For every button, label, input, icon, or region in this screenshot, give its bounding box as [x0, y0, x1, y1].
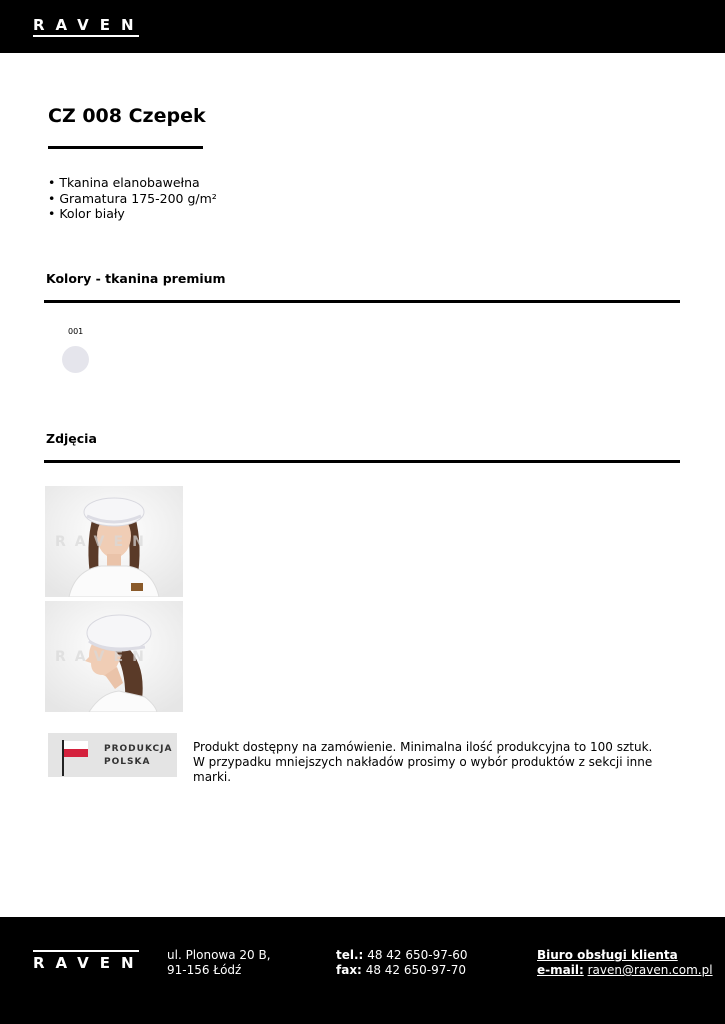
- badge-text: PRODUKCJA POLSKA: [104, 744, 173, 767]
- photo-front-image: [45, 486, 183, 597]
- order-notice: Produkt dostępny na zamówienie. Minimalna ilość produkcyjna to 100 sztuk. W przypadku mniejszych nakładów prosimy o wybór produktów z sekcji inne marki.: [193, 740, 653, 784]
- feature-list: [48, 175, 217, 222]
- made-in-poland-badge: [48, 733, 177, 777]
- feature-item: • Kolor biały: [48, 206, 125, 221]
- raven-footer-logo: RAVEN: [33, 954, 145, 972]
- svg-text:RAVEN: RAVEN: [55, 534, 153, 550]
- fax-number: 48 42 650-97-70: [365, 963, 466, 977]
- raven-logo: RAVEN: [33, 16, 145, 34]
- feature-item: • Gramatura 175-200 g/m²: [48, 190, 217, 206]
- page-header: [0, 0, 725, 53]
- photos-divider: [44, 460, 680, 463]
- colors-heading: Kolory - tkanina premium: [46, 271, 226, 286]
- color-code: 001: [68, 327, 84, 336]
- product-title: CZ 008 Czepek: [48, 105, 206, 127]
- footer-contact: tel.: 48 42 650-97-60 fax: 48 42 650-97-70: [336, 948, 468, 977]
- photos-heading: Zdjęcia: [46, 431, 97, 446]
- footer-service: Biuro obsługi klienta e-mail: raven@raven.com.pl: [537, 948, 713, 977]
- title-divider: [48, 146, 203, 149]
- footer-address: ul. Plonowa 20 B, 91-156 Łódź: [167, 948, 271, 977]
- svg-text:RAVEN: RAVEN: [55, 649, 153, 665]
- product-photo-front[interactable]: [45, 486, 183, 597]
- product-photo-side[interactable]: [45, 601, 183, 712]
- phone-number[interactable]: 48 42 650-97-60: [367, 948, 468, 962]
- feature-item: • Tkanina elanobawełna: [48, 175, 200, 190]
- color-swatch[interactable]: [62, 346, 89, 373]
- email-link[interactable]: raven@raven.com.pl: [587, 963, 713, 977]
- page-footer: [0, 917, 725, 1024]
- colors-divider: [44, 300, 680, 303]
- photo-side-image: [45, 601, 183, 712]
- service-heading: Biuro obsługi klienta: [537, 948, 678, 962]
